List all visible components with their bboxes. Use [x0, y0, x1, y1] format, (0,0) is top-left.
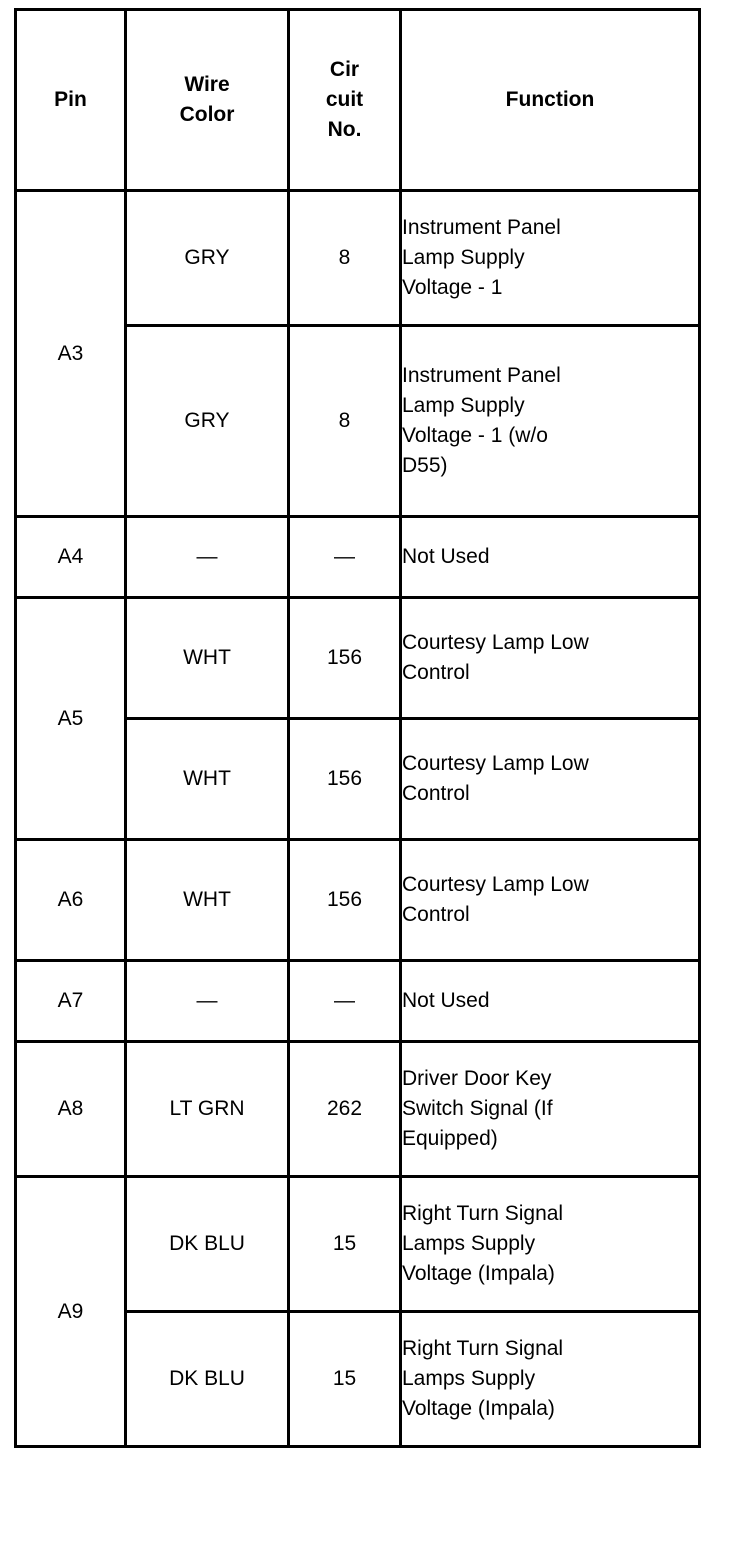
column-header-circuit-line2: cuit — [325, 88, 364, 112]
cell-function-line: Lamps Supply — [402, 1367, 536, 1391]
cell-pin: A7 — [16, 961, 126, 1042]
cell-function — [401, 326, 700, 517]
cell-function — [401, 719, 700, 840]
column-header-wire-color-line1: Wire — [184, 73, 230, 97]
cell-wire-color: DK BLU — [126, 1312, 289, 1447]
cell-function-line: Voltage (Impala) — [402, 1396, 555, 1420]
cell-circuit-no: — — [289, 517, 401, 598]
cell-wire-color: GRY — [126, 326, 289, 517]
cell-function — [401, 840, 700, 961]
cell-function — [401, 1312, 700, 1447]
cell-pin: A3 — [16, 191, 126, 517]
column-header-circuit-line1: Cir — [329, 58, 360, 82]
cell-function-line: Equipped) — [402, 1126, 498, 1150]
cell-wire-color: LT GRN — [126, 1042, 289, 1177]
column-header-pin-label: Pin — [54, 88, 87, 112]
table-header — [16, 10, 700, 191]
cell-function-line: Switch Signal (If — [402, 1097, 553, 1121]
cell-function — [401, 517, 700, 598]
cell-function-line: Voltage (Impala) — [402, 1261, 555, 1285]
cell-function — [401, 1042, 700, 1177]
cell-wire-color: — — [126, 517, 289, 598]
cell-function-line: D55) — [402, 453, 448, 477]
cell-function-line: Voltage - 1 (w/o — [402, 424, 548, 447]
table-row — [16, 517, 700, 598]
cell-function-line: Not Used — [402, 545, 490, 569]
cell-wire-color: GRY — [126, 191, 289, 326]
cell-function-line: Control — [402, 782, 470, 805]
cell-function-line: Courtesy Lamp Low — [402, 873, 589, 897]
column-header-circuit-line3: No. — [327, 117, 362, 141]
cell-function-line: Lamp Supply — [402, 246, 525, 270]
cell-circuit-no: 262 — [289, 1042, 401, 1177]
cell-function-line: Courtesy Lamp Low — [402, 631, 589, 655]
table-header-row — [16, 10, 700, 191]
table-row — [16, 840, 700, 961]
table-row — [16, 961, 700, 1042]
table-body — [16, 191, 700, 1447]
cell-circuit-no: 15 — [289, 1177, 401, 1312]
cell-wire-color: WHT — [126, 719, 289, 840]
cell-circuit-no: — — [289, 961, 401, 1042]
table-row — [16, 191, 700, 326]
cell-function-line: Lamp Supply — [402, 394, 525, 418]
cell-wire-color: WHT — [126, 840, 289, 961]
table-row — [16, 598, 700, 719]
cell-pin: A9 — [16, 1177, 126, 1447]
cell-pin: A5 — [16, 598, 126, 840]
cell-function-line: Instrument Panel — [402, 216, 561, 240]
cell-function-line: Instrument Panel — [402, 364, 561, 388]
cell-function-line: Right Turn Signal — [402, 1337, 564, 1361]
cell-function-line: Right Turn Signal — [402, 1202, 564, 1226]
cell-function-line: Control — [402, 903, 470, 926]
cell-function-line: Not Used — [402, 989, 490, 1013]
cell-function — [401, 191, 700, 326]
table-row — [16, 1177, 700, 1312]
cell-circuit-no: 8 — [289, 191, 401, 326]
cell-pin: A6 — [16, 840, 126, 961]
cell-wire-color: — — [126, 961, 289, 1042]
cell-function-line: Control — [402, 661, 470, 684]
cell-function-line: Courtesy Lamp Low — [402, 752, 589, 776]
cell-circuit-no: 15 — [289, 1312, 401, 1447]
cell-wire-color: DK BLU — [126, 1177, 289, 1312]
cell-function — [401, 598, 700, 719]
cell-function-line: Driver Door Key — [402, 1067, 552, 1091]
cell-function-line: Voltage - 1 — [402, 275, 503, 299]
column-header-wire-color — [126, 10, 289, 191]
cell-circuit-no: 8 — [289, 326, 401, 517]
connector-pinout-table — [14, 8, 701, 1448]
cell-function — [401, 961, 700, 1042]
cell-pin: A4 — [16, 517, 126, 598]
column-header-function-label: Function — [505, 88, 595, 112]
column-header-function — [401, 10, 700, 191]
table-row — [16, 1042, 700, 1177]
cell-circuit-no: 156 — [289, 598, 401, 719]
cell-circuit-no: 156 — [289, 719, 401, 840]
cell-function-line: Lamps Supply — [402, 1232, 536, 1256]
column-header-circuit-no — [289, 10, 401, 191]
column-header-wire-color-line2: Color — [179, 103, 235, 126]
column-header-pin — [16, 10, 126, 191]
cell-pin: A8 — [16, 1042, 126, 1177]
cell-wire-color: WHT — [126, 598, 289, 719]
cell-circuit-no: 156 — [289, 840, 401, 961]
cell-function — [401, 1177, 700, 1312]
